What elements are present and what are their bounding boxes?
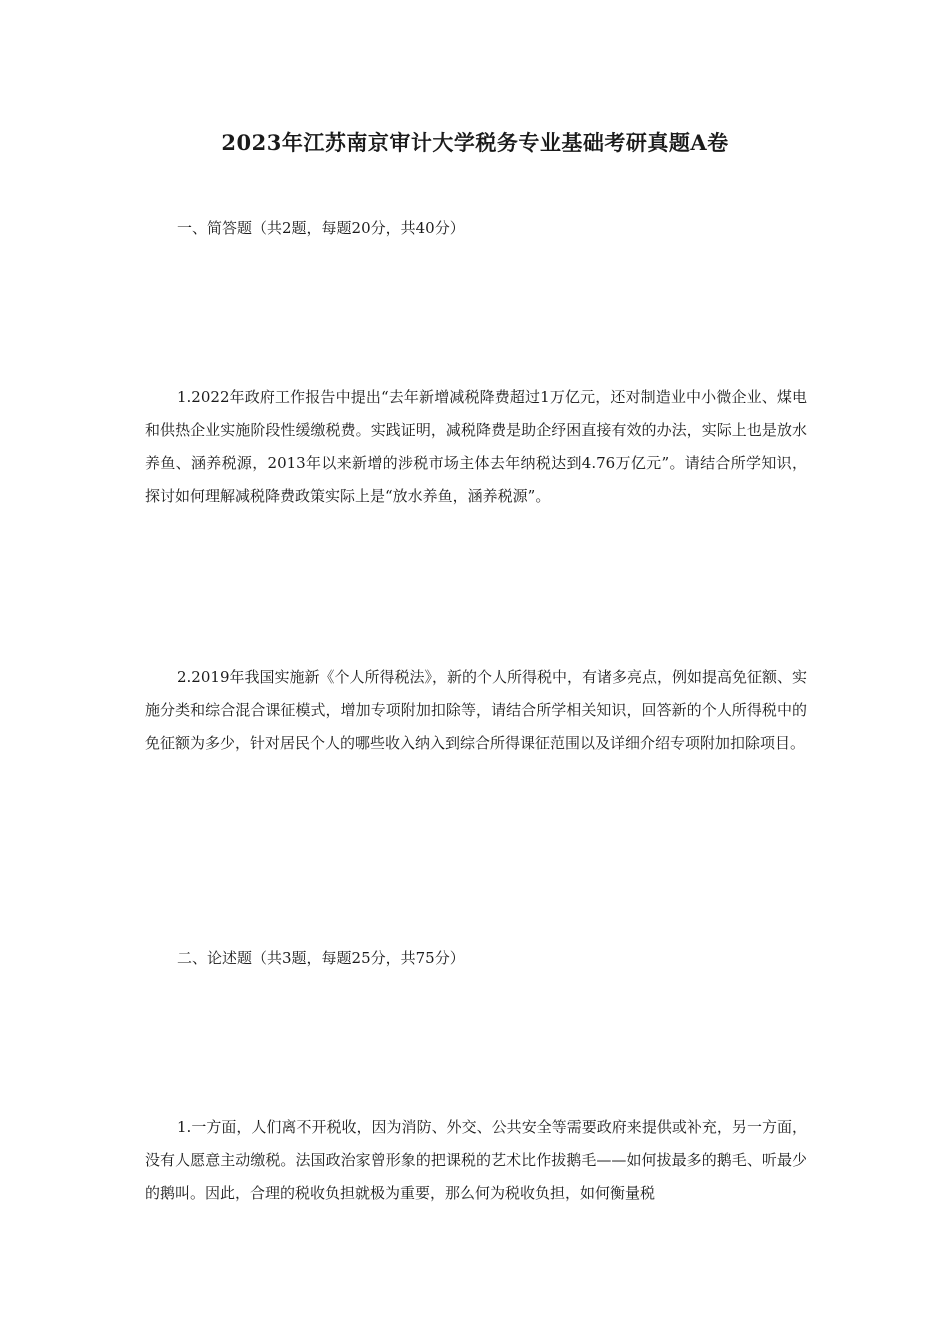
page-title: 2023年江苏南京审计大学税务专业基础考研真题A卷 bbox=[221, 130, 729, 155]
question-2-1: 1.一方面，人们离不开税收，因为消防、外交、公共安全等需要政府来提供或补充，另一方面，没有人愿意主动缴税。法国政治家曾形象的把课税的艺术比作拔鹅毛——如何拔最多的鹅毛、听最少的鹅叫。因此，合理的税收负担就极为重要，那么何为税收负担，如何衡量税 bbox=[145, 1118, 807, 1202]
question-1-2: 2.2019年我国实施新《个人所得税法》，新的个人所得税中，有诸多亮点，例如提高免征额、实施分类和综合混合课征模式，增加专项附加扣除等，请结合所学相关知识，回答新的个人所得税中的免征额为多少，针对居民个人的哪些收入纳入到综合所得课征范围以及详细介绍专项附加扣除项目。 bbox=[145, 668, 807, 752]
section-heading-short-answer: 一、简答题（共2题，每题20分，共40分） bbox=[177, 219, 465, 237]
question-1-1: 1.2022年政府工作报告中提出“去年新增减税降费超过1万亿元，还对制造业中小微企业、煤电和供热企业实施阶段性缓缴税费。实践证明，减税降费是助企纾困直接有效的办法，实际上也是放水养鱼、涵养税源，2013年以来新增的涉税市场主体去年纳税达到4.76万亿元”。请结合所学知识，探讨如何理解减税降费政策实际上是“放水养鱼，涵养税源”。 bbox=[145, 388, 807, 505]
section-heading-essay: 二、论述题（共3题，每题25分，共75分） bbox=[177, 949, 465, 967]
